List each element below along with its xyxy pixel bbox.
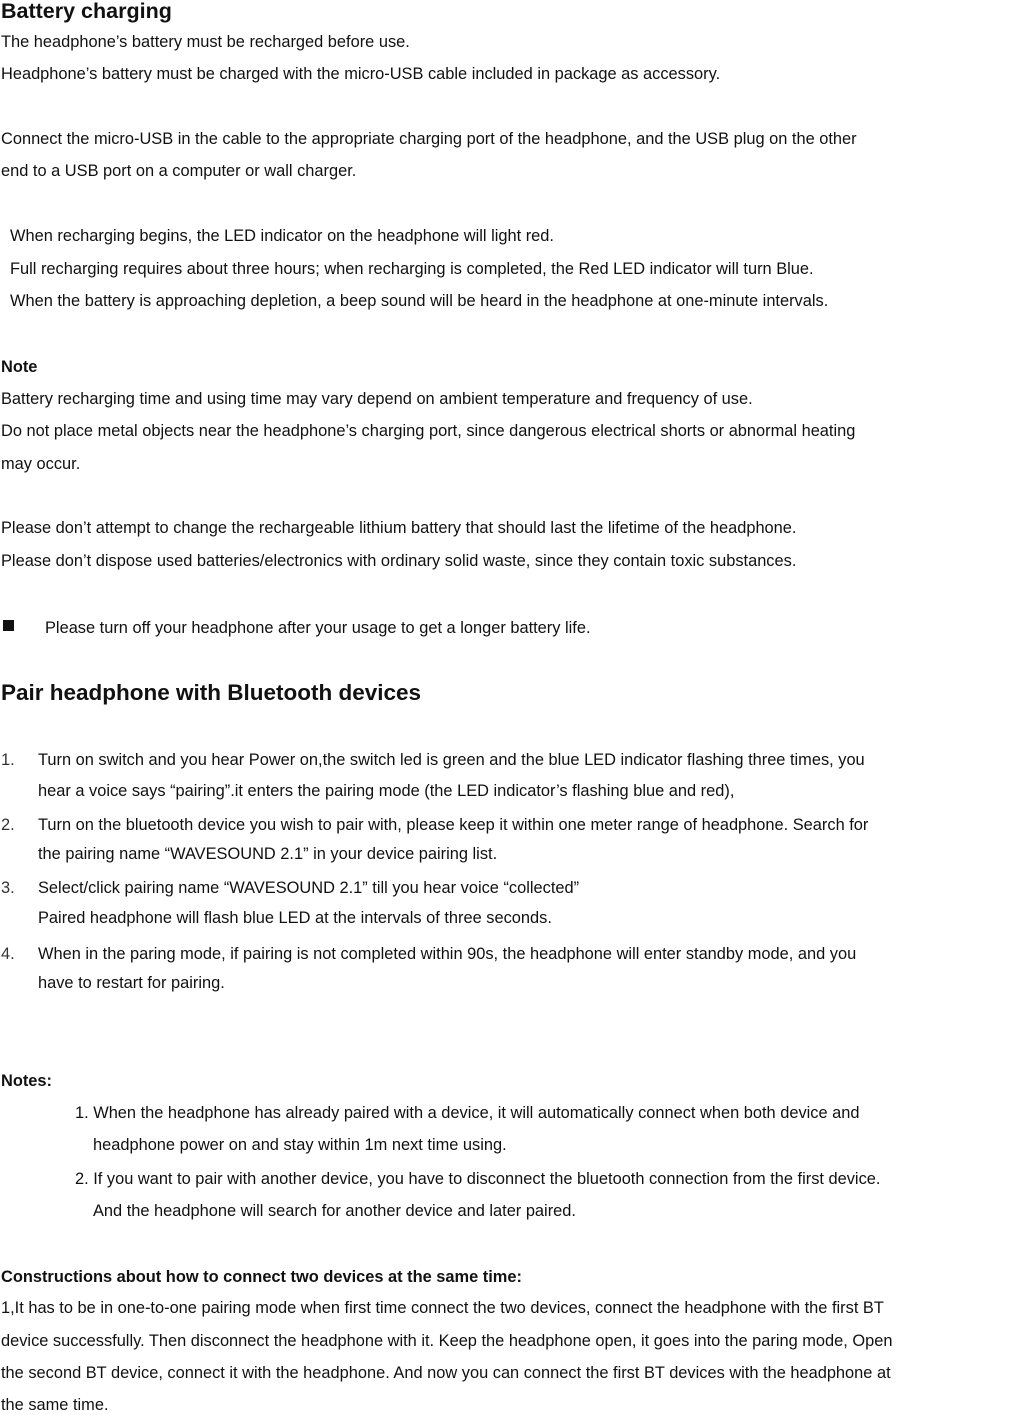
bullet-text: Full recharging requires about three hours; when recharging is completed, the Red LED indicator will turn Blue. (10, 260, 814, 278)
bullet-text: When the battery is approaching depletion, a beep sound will be heard in the headphone at one-minute intervals. (10, 292, 829, 310)
note-text: 2. If you want to pair with another device, you have to disconnect the bluetooth connection from the first device. (75, 1170, 881, 1188)
step-text: Turn on the bluetooth device you wish to pair with, please keep it within one meter range of headphone. Search for (38, 816, 869, 834)
paragraph: Connect the micro-USB in the cable to the appropriate charging port of the headphone, and the USB plug on the other (1, 130, 857, 148)
section-title-pair: Pair headphone with Bluetooth devices (1, 680, 422, 705)
step-text: Turn on switch and you hear Power on,the switch led is green and the blue LED indicator flashing three times, you (38, 751, 865, 769)
step-text: When in the paring mode, if pairing is not completed within 90s, the headphone will enter standby mode, and you (38, 945, 857, 963)
step-number: 2. (1, 816, 15, 834)
note-text: And the headphone will search for another device and later paired. (93, 1202, 576, 1220)
paragraph: Do not place metal objects near the headphone’s charging port, since dangerous electrical shorts or abnormal heating (1, 422, 856, 440)
step-text: the pairing name “WAVESOUND 2.1” in your device pairing list. (38, 845, 498, 863)
tip-text: Please turn off your headphone after your usage to get a longer battery life. (45, 619, 591, 637)
step-number: 1. (1, 751, 15, 769)
section-title-note: Note (1, 358, 38, 376)
paragraph: 1,It has to be in one-to-one pairing mode when first time connect the two devices, connect the headphone with the first BT (1, 1299, 884, 1317)
step-text: Paired headphone will flash blue LED at the intervals of three seconds. (38, 909, 552, 927)
paragraph: the second BT device, connect it with the headphone. And now you can connect the first BT devices with the headphone at (1, 1364, 891, 1382)
step-text: have to restart for pairing. (38, 974, 225, 992)
section-title-constructions: Constructions about how to connect two devices at the same time: (1, 1268, 522, 1286)
section-title-notes: Notes: (1, 1072, 52, 1090)
paragraph: Battery recharging time and using time may vary depend on ambient temperature and frequency of use. (1, 390, 753, 408)
paragraph: device successfully. Then disconnect the headphone with it. Keep the headphone open, it goes into the paring mode, Open (1, 1332, 893, 1350)
step-text: Select/click pairing name “WAVESOUND 2.1” till you hear voice “collected” (38, 879, 580, 897)
bullet-text: When recharging begins, the LED indicator on the headphone will light red. (10, 227, 554, 245)
square-bullet-icon (3, 620, 14, 631)
step-text: hear a voice says “pairing”.it enters the pairing mode (the LED indicator’s flashing blue and red), (38, 782, 735, 800)
paragraph: Please don’t attempt to change the rechargeable lithium battery that should last the lifetime of the headphone. (1, 519, 797, 537)
paragraph: Please don’t dispose used batteries/electronics with ordinary solid waste, since they contain toxic substances. (1, 552, 797, 570)
section-title-battery-charging: Battery charging (1, 0, 172, 23)
note-text: 1. When the headphone has already paired with a device, it will automatically connect when both device and (75, 1104, 860, 1122)
paragraph: The headphone’s battery must be recharged before use. (1, 33, 410, 51)
paragraph: end to a USB port on a computer or wall charger. (1, 162, 357, 180)
paragraph: the same time. (1, 1396, 109, 1414)
step-number: 4. (1, 945, 15, 963)
note-text: headphone power on and stay within 1m next time using. (93, 1136, 507, 1154)
paragraph: Headphone’s battery must be charged with the micro-USB cable included in package as accessory. (1, 65, 721, 83)
paragraph: may occur. (1, 455, 81, 473)
step-number: 3. (1, 879, 15, 897)
